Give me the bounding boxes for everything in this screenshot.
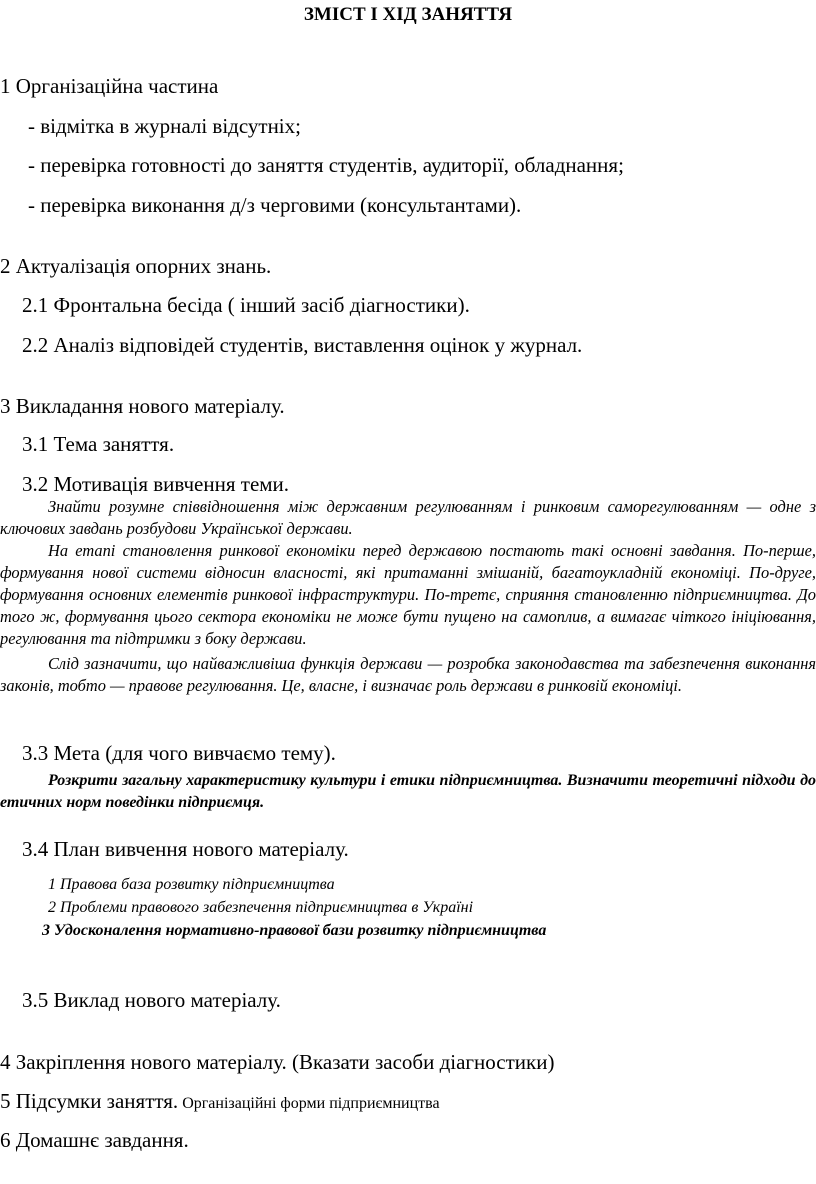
section-3-goal-heading: 3.3 Мета (для чого вивчаємо тему). — [22, 741, 336, 765]
section-5-note: Організаційні форми підприємництва — [178, 1095, 440, 1112]
plan-item: 2 Проблеми правового забезпечення підприємництва в Україні — [48, 899, 474, 916]
section-1-item: - перевірка готовності до заняття студентів, аудиторії, обладнання; — [28, 153, 624, 177]
section-2-heading: 2 Актуалізація опорних знань. — [0, 254, 272, 278]
motivation-paragraph: Слід зазначити, що найважливіша функція держави — розробка законодавства та забезпечення виконання законів, тобто — правове регулювання. Це, власне, і визначає роль держави в ринковій економіці. — [0, 654, 816, 695]
section-3-heading: 3 Викладання нового матеріалу. — [0, 394, 285, 418]
section-1-item: - перевірка виконання д/з черговими (консультантами). — [28, 193, 522, 217]
motivation-paragraph: Знайти розумне співвідношення між державним регулюванням і ринковим саморегулюванням — одне з ключових завдань розбудови Української держави. — [0, 497, 816, 538]
section-2-item: 2.2 Аналіз відповідей студентів, виставлення оцінок у журнал. — [22, 333, 583, 357]
plan-item: 3 Удосконалення нормативно-правової бази розвитку підприємництва — [42, 922, 547, 939]
section-6-heading: 6 Домашнє завдання. — [0, 1128, 189, 1152]
section-2-item: 2.1 Фронтальна бесіда ( інший засіб діагностики). — [22, 293, 470, 317]
section-3-delivery: 3.5 Виклад нового матеріалу. — [22, 988, 281, 1012]
section-1-item: - відмітка в журналі відсутніх; — [28, 114, 301, 138]
section-3-motivation-heading: 3.2 Мотивація вивчення теми. — [22, 472, 290, 496]
section-5-heading — [0, 1089, 440, 1114]
section-3-topic: 3.1 Тема заняття. — [22, 432, 175, 456]
motivation-paragraph: На етапі становлення ринкової економіки перед державою постають такі основні завдання. По-перше, формування нової системи відносин власності, які притаманні змішаній, багатоукладній економіці. По-друге, формування основних елементів ринкової інфраструктури. По-третє, сприяння становленню підприємництва. До того ж, формування цього сектора економіки не може бути пущено на самоплив, а вимагає чіткого ініціювання, регулювання та підтримки з боку держави. — [0, 541, 816, 648]
section-3-plan-heading: 3.4 План вивчення нового матеріалу. — [22, 837, 349, 861]
goal-text: Розкрити загальну характеристику культури і етики підприємництва. Визначити теоретичні підходи до етичних норм поведінки підприємця. — [0, 772, 816, 811]
plan-item: 1 Правова база розвитку підприємництва — [48, 876, 335, 893]
section-1-heading: 1 Організаційна частина — [0, 74, 219, 98]
section-4-heading: 4 Закріплення нового матеріалу. (Вказати засоби діагностики) — [0, 1050, 555, 1074]
page-title: ЗМІСТ І ХІД ЗАНЯТТЯ — [303, 4, 513, 25]
section-5-title: 5 Підсумки заняття. — [0, 1089, 179, 1113]
